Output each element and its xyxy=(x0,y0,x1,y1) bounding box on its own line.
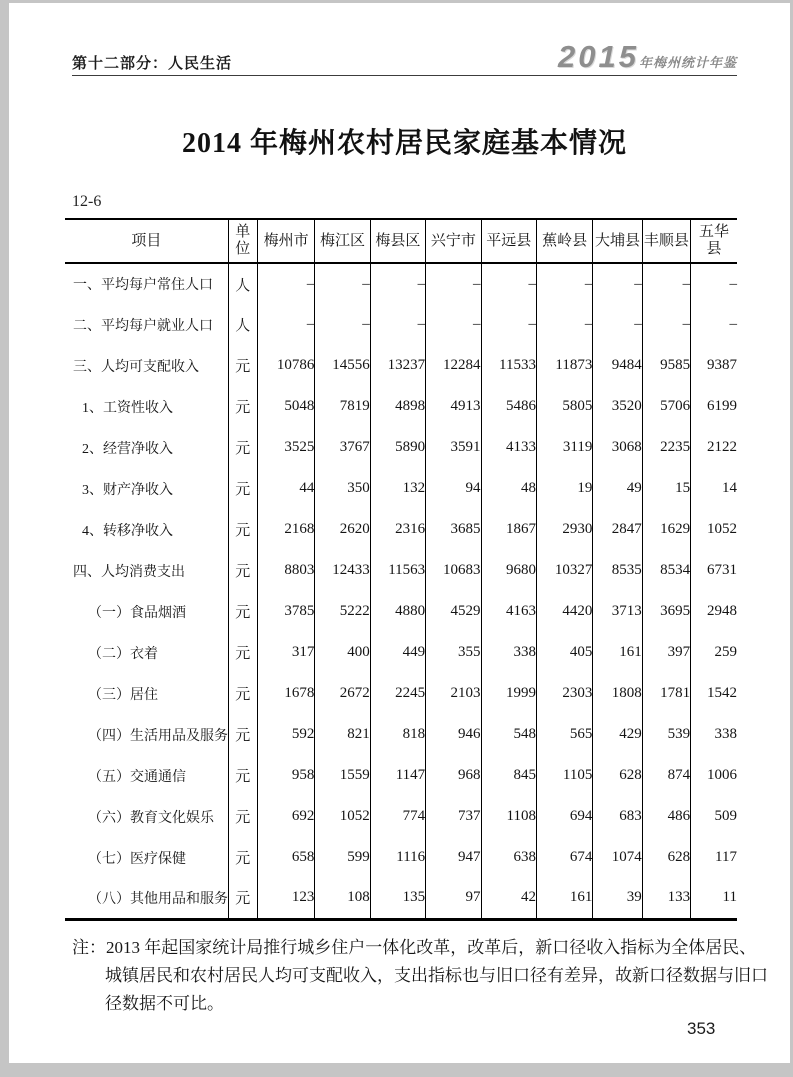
value-cell: 14556 xyxy=(315,345,370,386)
unit-cell: 元 xyxy=(228,878,257,919)
yearbook-logo-year: 2015 xyxy=(558,39,639,74)
footnote xyxy=(72,934,768,1018)
value-cell: 818 xyxy=(370,714,425,755)
value-cell: 1116 xyxy=(370,837,425,878)
item-cell: （二）衣着 xyxy=(88,646,158,662)
item-cell: 三、人均可支配收入 xyxy=(73,359,199,375)
value-cell: 2168 xyxy=(257,509,314,550)
value-cell: 486 xyxy=(642,796,690,837)
unit-cell: 元 xyxy=(228,837,257,878)
value-cell: 1147 xyxy=(370,755,425,796)
value-cell: 1108 xyxy=(481,796,536,837)
value-cell: 3525 xyxy=(257,427,314,468)
value-cell: 5805 xyxy=(536,386,592,427)
value-cell: – xyxy=(481,304,536,345)
value-cell: 4898 xyxy=(370,386,425,427)
value-cell: 2245 xyxy=(370,673,425,714)
value-cell: – xyxy=(642,304,690,345)
value-cell: 628 xyxy=(593,755,642,796)
value-cell: 9387 xyxy=(691,345,737,386)
statistics-table xyxy=(65,218,737,921)
item-cell: 四、人均消费支出 xyxy=(73,564,185,580)
table-number: 12-6 xyxy=(72,193,102,210)
unit-cell: 元 xyxy=(228,427,257,468)
value-cell: – xyxy=(315,304,370,345)
item-cell: （三）居住 xyxy=(88,687,158,703)
value-cell: 6199 xyxy=(691,386,737,427)
value-cell: – xyxy=(257,263,314,304)
unit-cell: 元 xyxy=(228,386,257,427)
value-cell: 44 xyxy=(257,468,314,509)
value-cell: 4133 xyxy=(481,427,536,468)
value-cell: 449 xyxy=(370,632,425,673)
value-cell: 123 xyxy=(257,878,314,919)
value-cell: – xyxy=(257,304,314,345)
value-cell: 2672 xyxy=(315,673,370,714)
item-cell: 一、平均每户常住人口 xyxy=(73,278,213,293)
value-cell: 5222 xyxy=(315,591,370,632)
value-cell: 10683 xyxy=(426,550,481,591)
value-cell: 13237 xyxy=(370,345,425,386)
value-cell: 2303 xyxy=(536,673,592,714)
value-cell: 2316 xyxy=(370,509,425,550)
value-cell: 108 xyxy=(315,878,370,919)
value-cell: 2620 xyxy=(315,509,370,550)
value-cell: 42 xyxy=(481,878,536,919)
value-cell: – xyxy=(426,263,481,304)
header-region-cell: 蕉岭县 xyxy=(536,219,592,263)
unit-cell: 人 xyxy=(228,304,257,345)
table-row xyxy=(65,796,737,837)
footnote-line: 径数据不可比。 xyxy=(105,994,224,1013)
value-cell: 133 xyxy=(642,878,690,919)
value-cell: 1559 xyxy=(315,755,370,796)
item-cell: （一）食品烟酒 xyxy=(88,605,186,621)
footnote-line: 城镇居民和农村居民人均可支配收入，支出指标也与旧口径有差异，故新口径数据与旧口 xyxy=(105,966,768,985)
value-cell: 11873 xyxy=(536,345,592,386)
value-cell: 132 xyxy=(370,468,425,509)
value-cell: 628 xyxy=(642,837,690,878)
value-cell: 1074 xyxy=(593,837,642,878)
value-cell: – xyxy=(370,304,425,345)
header-region-cell: 五华县 xyxy=(691,219,737,263)
unit-cell: 元 xyxy=(228,673,257,714)
unit-cell: 元 xyxy=(228,755,257,796)
value-cell: 1629 xyxy=(642,509,690,550)
value-cell: 8535 xyxy=(593,550,642,591)
value-cell: 2930 xyxy=(536,509,592,550)
value-cell: – xyxy=(315,263,370,304)
item-cell: 2、经营净收入 xyxy=(82,441,173,457)
value-cell: 694 xyxy=(536,796,592,837)
table-row xyxy=(65,468,737,509)
value-cell: 19 xyxy=(536,468,592,509)
value-cell: 397 xyxy=(642,632,690,673)
value-cell: 1006 xyxy=(691,755,737,796)
value-cell: 5486 xyxy=(481,386,536,427)
value-cell: 3685 xyxy=(426,509,481,550)
item-cell: （四）生活用品及服务 xyxy=(88,728,228,744)
value-cell: 8534 xyxy=(642,550,690,591)
value-cell: 845 xyxy=(481,755,536,796)
value-cell: 2948 xyxy=(691,591,737,632)
value-cell: – xyxy=(691,304,737,345)
value-cell: 9680 xyxy=(481,550,536,591)
value-cell: 10327 xyxy=(536,550,592,591)
value-cell: 1105 xyxy=(536,755,592,796)
value-cell: 1052 xyxy=(691,509,737,550)
table-row xyxy=(65,304,737,345)
header-item-cell: 项目 xyxy=(65,219,228,263)
value-cell: 658 xyxy=(257,837,314,878)
value-cell: 429 xyxy=(593,714,642,755)
header-region-cell: 平远县 xyxy=(481,219,536,263)
value-cell: 4913 xyxy=(426,386,481,427)
value-cell: 692 xyxy=(257,796,314,837)
value-cell: 1867 xyxy=(481,509,536,550)
table-row xyxy=(65,632,737,673)
table-row xyxy=(65,427,737,468)
value-cell: – xyxy=(536,304,592,345)
value-cell: – xyxy=(691,263,737,304)
value-cell: 4529 xyxy=(426,591,481,632)
value-cell: 509 xyxy=(691,796,737,837)
header-region-cell: 梅江区 xyxy=(315,219,370,263)
value-cell: 548 xyxy=(481,714,536,755)
value-cell: 338 xyxy=(481,632,536,673)
value-cell: 565 xyxy=(536,714,592,755)
value-cell: 3520 xyxy=(593,386,642,427)
value-cell: 161 xyxy=(536,878,592,919)
value-cell: 135 xyxy=(370,878,425,919)
value-cell: 3785 xyxy=(257,591,314,632)
page xyxy=(9,3,790,1063)
value-cell: 1052 xyxy=(315,796,370,837)
unit-cell: 人 xyxy=(228,263,257,304)
table-row xyxy=(65,263,737,304)
value-cell: 14 xyxy=(691,468,737,509)
value-cell: 3713 xyxy=(593,591,642,632)
value-cell: 8803 xyxy=(257,550,314,591)
table-row xyxy=(65,509,737,550)
item-cell: 二、平均每户就业人口 xyxy=(73,318,213,334)
value-cell: 259 xyxy=(691,632,737,673)
value-cell: 5048 xyxy=(257,386,314,427)
value-cell: 958 xyxy=(257,755,314,796)
header-region-cell: 梅县区 xyxy=(370,219,425,263)
value-cell: 539 xyxy=(642,714,690,755)
value-cell: 968 xyxy=(426,755,481,796)
value-cell: 4163 xyxy=(481,591,536,632)
value-cell: 737 xyxy=(426,796,481,837)
value-cell: 405 xyxy=(536,632,592,673)
unit-cell: 元 xyxy=(228,550,257,591)
value-cell: 592 xyxy=(257,714,314,755)
unit-cell: 元 xyxy=(228,591,257,632)
value-cell: 49 xyxy=(593,468,642,509)
yearbook-logo-text: 年梅州统计年鉴 xyxy=(638,55,737,70)
value-cell: – xyxy=(370,263,425,304)
table-row xyxy=(65,837,737,878)
value-cell: 11 xyxy=(691,878,737,919)
section-label: 第十二部分：人民生活 xyxy=(72,55,233,72)
table-row xyxy=(65,550,737,591)
value-cell: – xyxy=(481,263,536,304)
item-cell: （五）交通通信 xyxy=(88,769,186,785)
value-cell: 2103 xyxy=(426,673,481,714)
unit-cell: 元 xyxy=(228,509,257,550)
value-cell: – xyxy=(536,263,592,304)
header-region-cell: 梅州市 xyxy=(257,219,314,263)
value-cell: 638 xyxy=(481,837,536,878)
item-cell: （六）教育文化娱乐 xyxy=(88,810,214,826)
value-cell: 1678 xyxy=(257,673,314,714)
item-cell: （八）其他用品和服务 xyxy=(88,891,228,907)
value-cell: 3119 xyxy=(536,427,592,468)
table-row xyxy=(65,755,737,796)
value-cell: 117 xyxy=(691,837,737,878)
value-cell: – xyxy=(593,263,642,304)
unit-cell: 元 xyxy=(228,714,257,755)
value-cell: 7819 xyxy=(315,386,370,427)
value-cell: 599 xyxy=(315,837,370,878)
value-cell: – xyxy=(642,263,690,304)
value-cell: 39 xyxy=(593,878,642,919)
item-cell: （七）医疗保健 xyxy=(88,851,186,867)
value-cell: 11533 xyxy=(481,345,536,386)
footnote-line: 注：2013 年起国家统计局推行城乡住户一体化改革，改革后，新口径收入指标为全体居民、 xyxy=(72,938,757,957)
value-cell: 9484 xyxy=(593,345,642,386)
value-cell: 12284 xyxy=(426,345,481,386)
yearbook-logo xyxy=(558,39,737,75)
value-cell: 338 xyxy=(691,714,737,755)
value-cell: 1781 xyxy=(642,673,690,714)
value-cell: 12433 xyxy=(315,550,370,591)
unit-cell: 元 xyxy=(228,468,257,509)
value-cell: 3767 xyxy=(315,427,370,468)
value-cell: 2235 xyxy=(642,427,690,468)
value-cell: 9585 xyxy=(642,345,690,386)
value-cell: 3695 xyxy=(642,591,690,632)
table-row xyxy=(65,591,737,632)
table-row xyxy=(65,345,737,386)
value-cell: 97 xyxy=(426,878,481,919)
running-head xyxy=(72,39,737,75)
unit-cell: 元 xyxy=(228,632,257,673)
value-cell: 10786 xyxy=(257,345,314,386)
value-cell: 400 xyxy=(315,632,370,673)
unit-cell: 元 xyxy=(228,345,257,386)
item-cell: 4、转移净收入 xyxy=(82,523,173,539)
page-number: 353 xyxy=(687,1019,716,1038)
value-cell: 161 xyxy=(593,632,642,673)
value-cell: 317 xyxy=(257,632,314,673)
value-cell: 3591 xyxy=(426,427,481,468)
value-cell: 3068 xyxy=(593,427,642,468)
item-cell: 1、工资性收入 xyxy=(82,400,173,416)
value-cell: 874 xyxy=(642,755,690,796)
table-row xyxy=(65,714,737,755)
value-cell: 683 xyxy=(593,796,642,837)
value-cell: 11563 xyxy=(370,550,425,591)
value-cell: – xyxy=(426,304,481,345)
value-cell: 5890 xyxy=(370,427,425,468)
page-title: 2014 年梅州农村居民家庭基本情况 xyxy=(181,128,627,159)
value-cell: 94 xyxy=(426,468,481,509)
value-cell: 947 xyxy=(426,837,481,878)
value-cell: 15 xyxy=(642,468,690,509)
table-row xyxy=(65,878,737,919)
value-cell: 4880 xyxy=(370,591,425,632)
value-cell: 1542 xyxy=(691,673,737,714)
value-cell: 774 xyxy=(370,796,425,837)
unit-cell: 元 xyxy=(228,796,257,837)
value-cell: 674 xyxy=(536,837,592,878)
table-row xyxy=(65,673,737,714)
value-cell: 2847 xyxy=(593,509,642,550)
value-cell: – xyxy=(593,304,642,345)
value-cell: 6731 xyxy=(691,550,737,591)
value-cell: 946 xyxy=(426,714,481,755)
value-cell: 4420 xyxy=(536,591,592,632)
header-region-cell: 丰顺县 xyxy=(642,219,690,263)
value-cell: 350 xyxy=(315,468,370,509)
value-cell: 1999 xyxy=(481,673,536,714)
value-cell: 1808 xyxy=(593,673,642,714)
header-region-cell: 兴宁市 xyxy=(426,219,481,263)
value-cell: 5706 xyxy=(642,386,690,427)
value-cell: 48 xyxy=(481,468,536,509)
value-cell: 2122 xyxy=(691,427,737,468)
table-header-row xyxy=(65,219,737,263)
header-unit-cell: 单位 xyxy=(228,219,257,263)
header-rule xyxy=(72,75,737,76)
item-cell: 3、财产净收入 xyxy=(82,482,173,498)
table-row xyxy=(65,386,737,427)
value-cell: 355 xyxy=(426,632,481,673)
value-cell: 821 xyxy=(315,714,370,755)
header-region-cell: 大埔县 xyxy=(593,219,642,263)
